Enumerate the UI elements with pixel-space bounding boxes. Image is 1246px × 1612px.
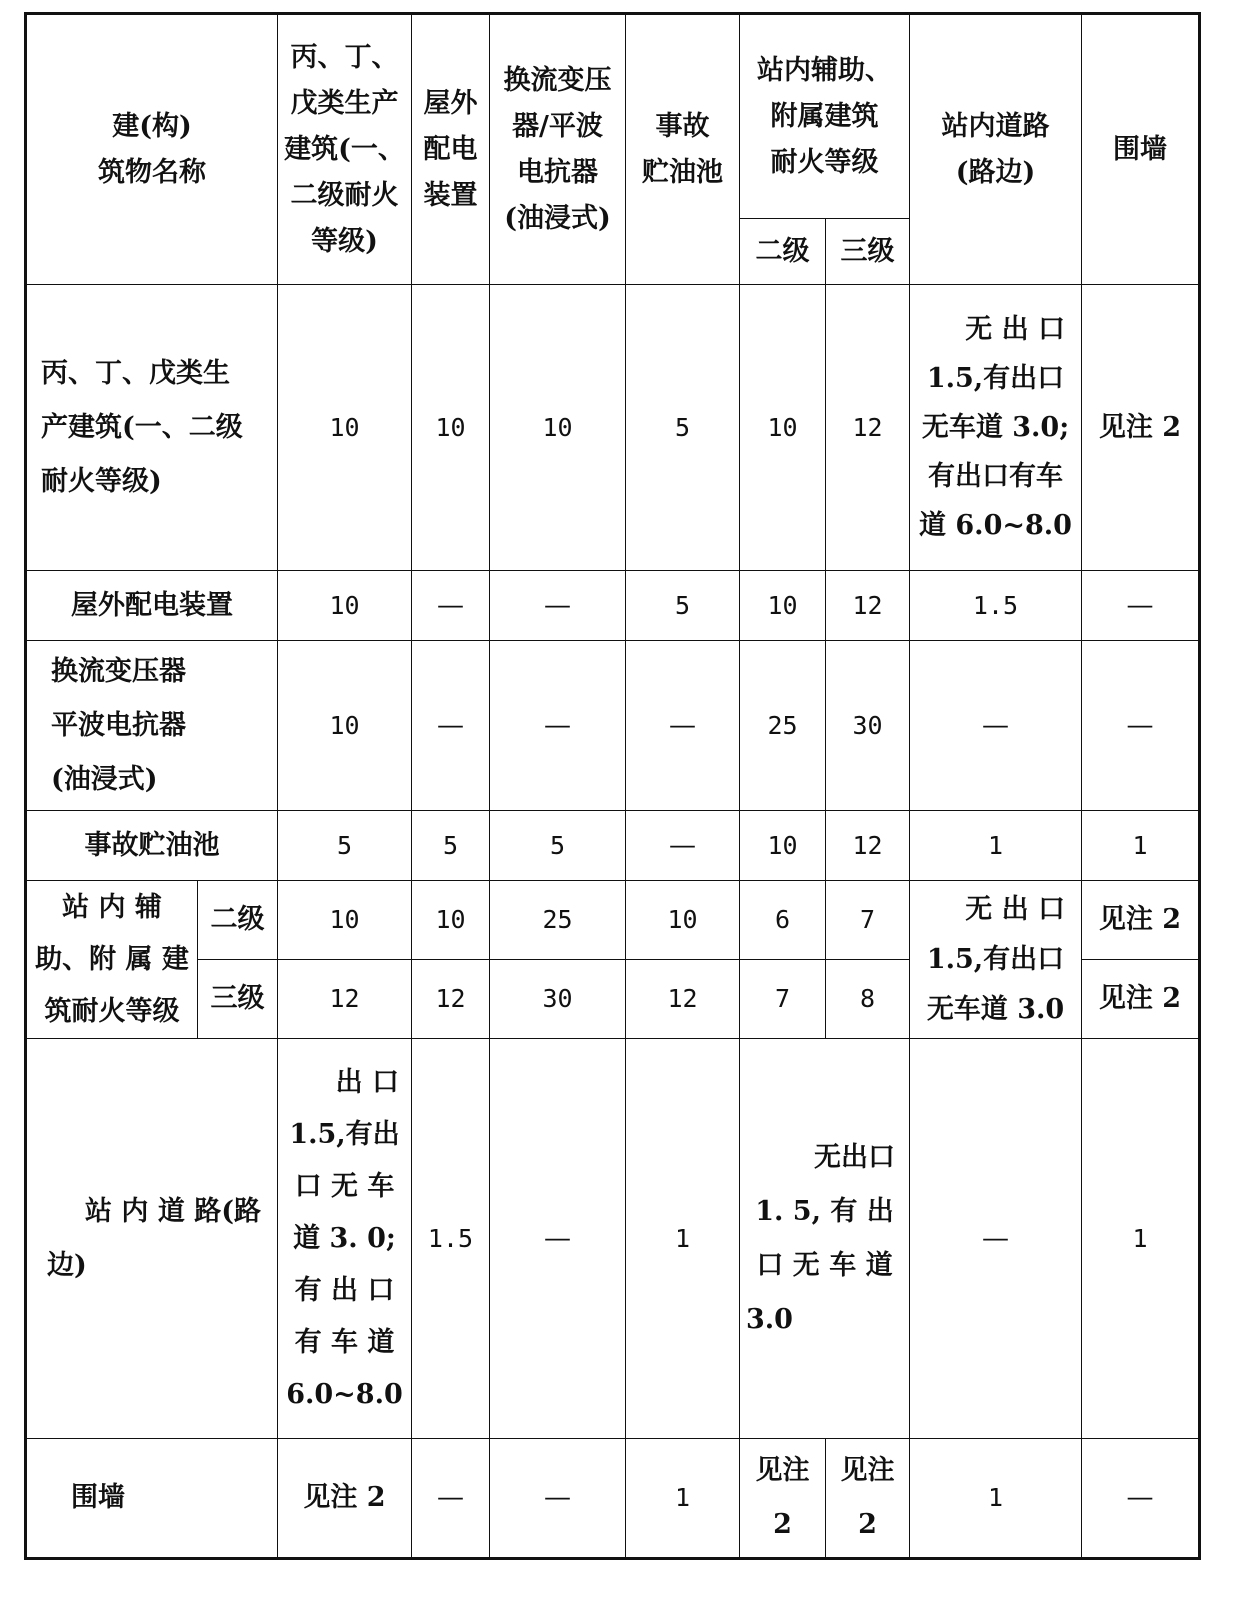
header-outdoor: 屋外 配电 装置 <box>412 14 490 285</box>
cell: — <box>490 641 626 811</box>
cell: 10 <box>626 881 740 960</box>
cell: 5 <box>490 811 626 881</box>
row-name-production: 丙、丁、戊类生 产建筑(一、二级 耐火等级) <box>26 285 278 571</box>
cell-road-aux-merged: 无出口 1. 5, 有 出 口 无 车 道 3.0 <box>740 1039 910 1439</box>
cell: 1.5 <box>412 1039 490 1439</box>
cell: — <box>412 571 490 641</box>
cell: 10 <box>278 571 412 641</box>
fire-distance-table <box>24 12 1201 1560</box>
table-row <box>26 1439 1200 1559</box>
cell-wall: — <box>1082 641 1200 811</box>
cell: 10 <box>412 285 490 571</box>
header-aux-grade2: 二级 <box>740 219 826 285</box>
cell-wall: 1 <box>1082 811 1200 881</box>
cell-road-production: 出 口 1.5,有出 口 无 车 道 3. 0; 有 出 口 有 车 道 6.0~8.0 <box>278 1039 412 1439</box>
cell: 6 <box>740 881 826 960</box>
header-production: 丙、丁、 戊类生产 建筑(一、 二级耐火 等级) <box>278 14 412 285</box>
cell: 7 <box>740 960 826 1039</box>
table-row <box>26 881 1200 960</box>
table-row <box>26 811 1200 881</box>
cell-road-aux: 无 出 口 1.5,有出口 无车道 3.0 <box>910 881 1082 1039</box>
cell: 10 <box>412 881 490 960</box>
cell: 10 <box>278 285 412 571</box>
cell: 25 <box>490 881 626 960</box>
table-row <box>26 285 1200 571</box>
row-aux-grade3: 三级 <box>198 960 278 1039</box>
cell: — <box>626 641 740 811</box>
cell-road: 1.5 <box>910 571 1082 641</box>
cell: 1 <box>626 1039 740 1439</box>
cell: 5 <box>412 811 490 881</box>
table-row <box>26 571 1200 641</box>
cell: — <box>490 1439 626 1559</box>
cell: 12 <box>626 960 740 1039</box>
row-name-transformer: 换流变压器 平波电抗器 (油浸式) <box>26 641 278 811</box>
cell: 30 <box>826 641 910 811</box>
header-aux: 站内辅助、 附属建筑 耐火等级 <box>740 14 910 219</box>
cell: — <box>490 571 626 641</box>
cell: 12 <box>412 960 490 1039</box>
header-aux-grade3: 三级 <box>826 219 910 285</box>
row-name-aux: 站 内 辅 助、附 属 建 筑耐火等级 <box>26 881 198 1039</box>
header-transformer: 换流变压 器/平波 电抗器 (油浸式) <box>490 14 626 285</box>
cell: 30 <box>490 960 626 1039</box>
cell-wall: — <box>1082 571 1200 641</box>
row-name-oilpool: 事故贮油池 <box>26 811 278 881</box>
cell: 见注 2 <box>278 1439 412 1559</box>
cell: 5 <box>278 811 412 881</box>
cell: 25 <box>740 641 826 811</box>
cell-road: — <box>910 1039 1082 1439</box>
row-aux-grade2: 二级 <box>198 881 278 960</box>
header-road: 站内道路 (路边) <box>910 14 1082 285</box>
cell: 10 <box>278 641 412 811</box>
cell-wall: 见注 2 <box>1082 960 1200 1039</box>
cell: 12 <box>826 811 910 881</box>
header-row <box>26 14 1200 219</box>
cell-wall-grade3: 见注 2 <box>826 1439 910 1559</box>
cell-road: — <box>910 641 1082 811</box>
cell: — <box>626 811 740 881</box>
header-name: 建(构) 筑物名称 <box>26 14 278 285</box>
header-oilpool: 事故 贮油池 <box>626 14 740 285</box>
cell: 12 <box>826 285 910 571</box>
table-row <box>26 1039 1200 1439</box>
cell: 12 <box>826 571 910 641</box>
cell-wall: 见注 2 <box>1082 285 1200 571</box>
cell: 7 <box>826 881 910 960</box>
cell: 10 <box>490 285 626 571</box>
cell: 5 <box>626 571 740 641</box>
cell: — <box>412 1439 490 1559</box>
row-name-road: 站 内 道 路(路 边) <box>26 1039 278 1439</box>
cell-wall: 见注 2 <box>1082 881 1200 960</box>
table-row <box>26 641 1200 811</box>
row-name-wall: 围墙 <box>26 1439 278 1559</box>
cell: 10 <box>740 811 826 881</box>
row-name-outdoor: 屋外配电装置 <box>26 571 278 641</box>
cell: 1 <box>626 1439 740 1559</box>
cell-road: 1 <box>910 811 1082 881</box>
cell: 10 <box>278 881 412 960</box>
cell: 8 <box>826 960 910 1039</box>
cell: — <box>490 1039 626 1439</box>
cell: 12 <box>278 960 412 1039</box>
cell: — <box>412 641 490 811</box>
cell-wall: — <box>1082 1439 1200 1559</box>
cell-wall: 1 <box>1082 1039 1200 1439</box>
cell: 5 <box>626 285 740 571</box>
cell-road: 无 出 口 1.5,有出口 无车道 3.0; 有出口有车 道 6.0~8.0 <box>910 285 1082 571</box>
cell-road: 1 <box>910 1439 1082 1559</box>
header-wall: 围墙 <box>1082 14 1200 285</box>
cell: 10 <box>740 571 826 641</box>
cell: 10 <box>740 285 826 571</box>
cell-wall-grade2: 见注 2 <box>740 1439 826 1559</box>
